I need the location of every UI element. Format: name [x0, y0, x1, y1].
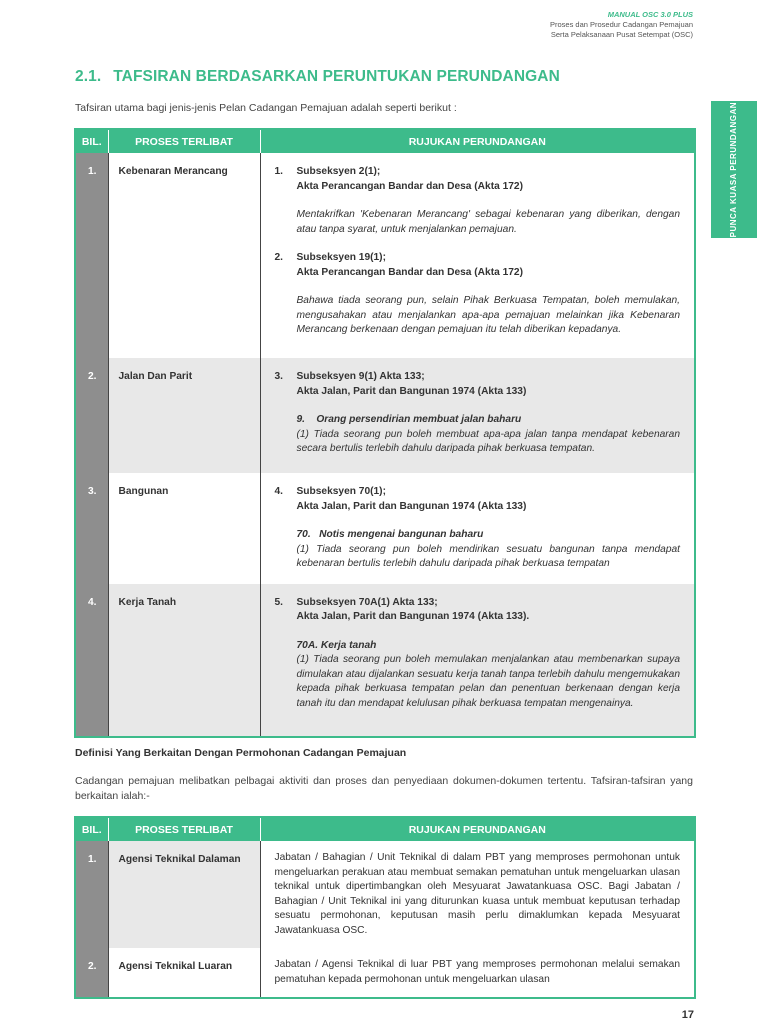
reference-item — [275, 370, 681, 457]
table-row — [75, 473, 695, 584]
row-process: Bangunan — [108, 473, 260, 584]
reference-clause-title: 70A. Kerja tanah — [296, 639, 377, 651]
row-reference: Jabatan / Bahagian / Unit Teknikal di dalam PBT yang memproses permohonan untuk mengeluarkan perakuan atau membuat semakan pematuhan untuk mengeluarkan ulasan teknikal untuk dipertimbangkan oleh Mesyuarat Jawatankuasa OSC. Bagi Jabatan / Bahagian / Unit Teknikal ini yang diturunkan kuasa untuk membuat keputusan terhadap sesuatu permohonan, keputusan masih perlu dimaklumkan kepada Mesyuarat Jawatankuasa OSC. — [274, 852, 680, 936]
reference-clause-text: (1) Tiada seorang pun boleh membuat apa-apa jalan tanpa mendapat kebenaran secara bertulis terlebih dahulu daripada pihak berkuasa tempatan. — [296, 428, 680, 454]
reference-number: 1. — [274, 166, 283, 177]
reference-item — [275, 251, 681, 338]
reference-item — [275, 485, 681, 572]
reference-section: Subseksyen 19(1); — [296, 252, 386, 263]
row-process: Jalan Dan Parit — [108, 358, 260, 473]
reference-clause-title: 70. Notis mengenai bangunan baharu — [296, 529, 484, 540]
section-number: 2.1. — [75, 68, 102, 85]
row-process: Kebenaran Merancang — [108, 153, 260, 358]
reference-act: Akta Jalan, Parit dan Bangunan 1974 (Akta 133). — [296, 611, 530, 622]
reference-section: Subseksyen 70A(1) Akta 133; — [296, 596, 438, 608]
col-bil: BIL. — [75, 817, 108, 841]
table-row — [75, 153, 695, 358]
reference-section: Subseksyen 70(1); — [296, 486, 386, 497]
reference-number: 3. — [274, 371, 283, 382]
definitions-paragraph: Cadangan pemajuan melibatkan pelbagai aktiviti dan proses dan penyediaan dokumen-dokumen tertentu. Tafsiran-tafsiran yang berkaitan ialah:- — [75, 775, 693, 802]
table-header-row — [75, 817, 695, 841]
col-bil: BIL. — [75, 129, 108, 153]
reference-clause-text: (1) Tiada seorang pun boleh mendirikan sesuatu bangunan tanpa mendapat kebenaran bertulis terlebih dahulu daripada pihak berkuasa tempatan — [296, 543, 680, 569]
header-line-1: Proses dan Prosedur Cadangan Pemajuan — [549, 20, 693, 29]
section-title-text: TAFSIRAN BERDASARKAN PERUNTUKAN PERUNDANGAN — [113, 68, 560, 85]
reference-description: Mentakrifkan 'Kebenaran Merancang' sebagai kebenaran yang diberikan, dengan atau tanpa syarat, untuk menjalankan pemajuan. — [296, 209, 680, 235]
row-reference — [260, 473, 695, 584]
reference-item — [275, 596, 681, 712]
page-number: 17 — [681, 1009, 694, 1021]
reference-clause-text: (1) Tiada seorang pun boleh memulakan menjalankan atau membenarkan supaya dimulakan atau dijalankan sesuatu kerja tanah tanpa terlebih dahulu mengemukakan kepada pihak berkuasa tempatan pelan dan penentuan berkenaan dengan kerja tanah itu dan mendapat kelulusan pihak berkuasa tempatan mengenainya. — [296, 654, 680, 709]
row-number: 3. — [75, 473, 108, 584]
table-row — [75, 358, 695, 473]
reference-number: 5. — [274, 596, 283, 608]
col-proses: PROSES TERLIBAT — [108, 129, 260, 153]
row-reference — [260, 358, 695, 473]
reference-act: Akta Jalan, Parit dan Bangunan 1974 (Akta 133) — [296, 500, 527, 512]
reference-clause-title: 9. Orang persendirian membuat jalan baharu — [296, 414, 522, 425]
row-number: 1. — [75, 153, 108, 358]
row-number: 1. — [75, 841, 108, 948]
legislation-table — [74, 128, 696, 738]
reference-act: Akta Perancangan Bandar dan Desa (Akta 172) — [296, 266, 523, 278]
row-reference — [260, 153, 695, 358]
definitions-heading: Definisi Yang Berkaitan Dengan Permohonan Cadangan Pemajuan — [75, 747, 407, 759]
col-rujukan: RUJUKAN PERUNDANGAN — [260, 817, 695, 841]
header-line-2: Serta Pelaksanaan Pusat Setempat (OSC) — [550, 30, 693, 39]
row-reference: Jabatan / Agensi Teknikal di luar PBT yang memproses permohonan melalui semakan pematuhan kepada permohonan untuk mengeluarkan ulasan — [274, 959, 680, 985]
reference-section: Subseksyen 9(1) Akta 133; — [296, 371, 425, 382]
row-reference — [260, 584, 695, 737]
reference-item — [275, 165, 681, 237]
side-tab-label: PUNCA KUASA PERUNDANGAN — [729, 101, 738, 238]
section-title — [75, 68, 560, 86]
row-number: 2. — [75, 948, 108, 998]
row-number: 4. — [75, 584, 108, 737]
table-row — [75, 841, 695, 948]
definitions-table — [74, 816, 696, 999]
reference-number: 4. — [274, 486, 283, 497]
row-process: Agensi Teknikal Luaran — [108, 948, 260, 998]
col-proses: PROSES TERLIBAT — [108, 817, 260, 841]
reference-description: Bahawa tiada seorang pun, selain Pihak Berkuasa Tempatan, boleh memulakan, mengusahakan atau menjalankan apa-apa pemajuan melainkan jika Kebenaran Merancang berkenaan dengan pemajuan itu telah diberikan kepadanya. — [296, 295, 680, 335]
running-header — [550, 10, 693, 40]
section-intro: Tafsiran utama bagi jenis-jenis Pelan Cadangan Pemajuan adalah seperti berikut : — [75, 102, 457, 114]
table-row — [75, 948, 695, 998]
manual-title: MANUAL OSC 3.0 PLUS — [607, 10, 693, 19]
col-rujukan: RUJUKAN PERUNDANGAN — [260, 129, 695, 153]
reference-act: Akta Perancangan Bandar dan Desa (Akta 172) — [296, 180, 523, 192]
table-header-row — [75, 129, 695, 153]
reference-act: Akta Jalan, Parit dan Bangunan 1974 (Akta 133) — [296, 385, 527, 397]
reference-number: 2. — [274, 252, 283, 263]
table-row — [75, 584, 695, 737]
row-process: Agensi Teknikal Dalaman — [108, 841, 260, 948]
reference-section: Subseksyen 2(1); — [296, 166, 381, 177]
row-number: 2. — [75, 358, 108, 473]
side-section-tab — [711, 101, 757, 238]
row-process: Kerja Tanah — [108, 584, 260, 737]
